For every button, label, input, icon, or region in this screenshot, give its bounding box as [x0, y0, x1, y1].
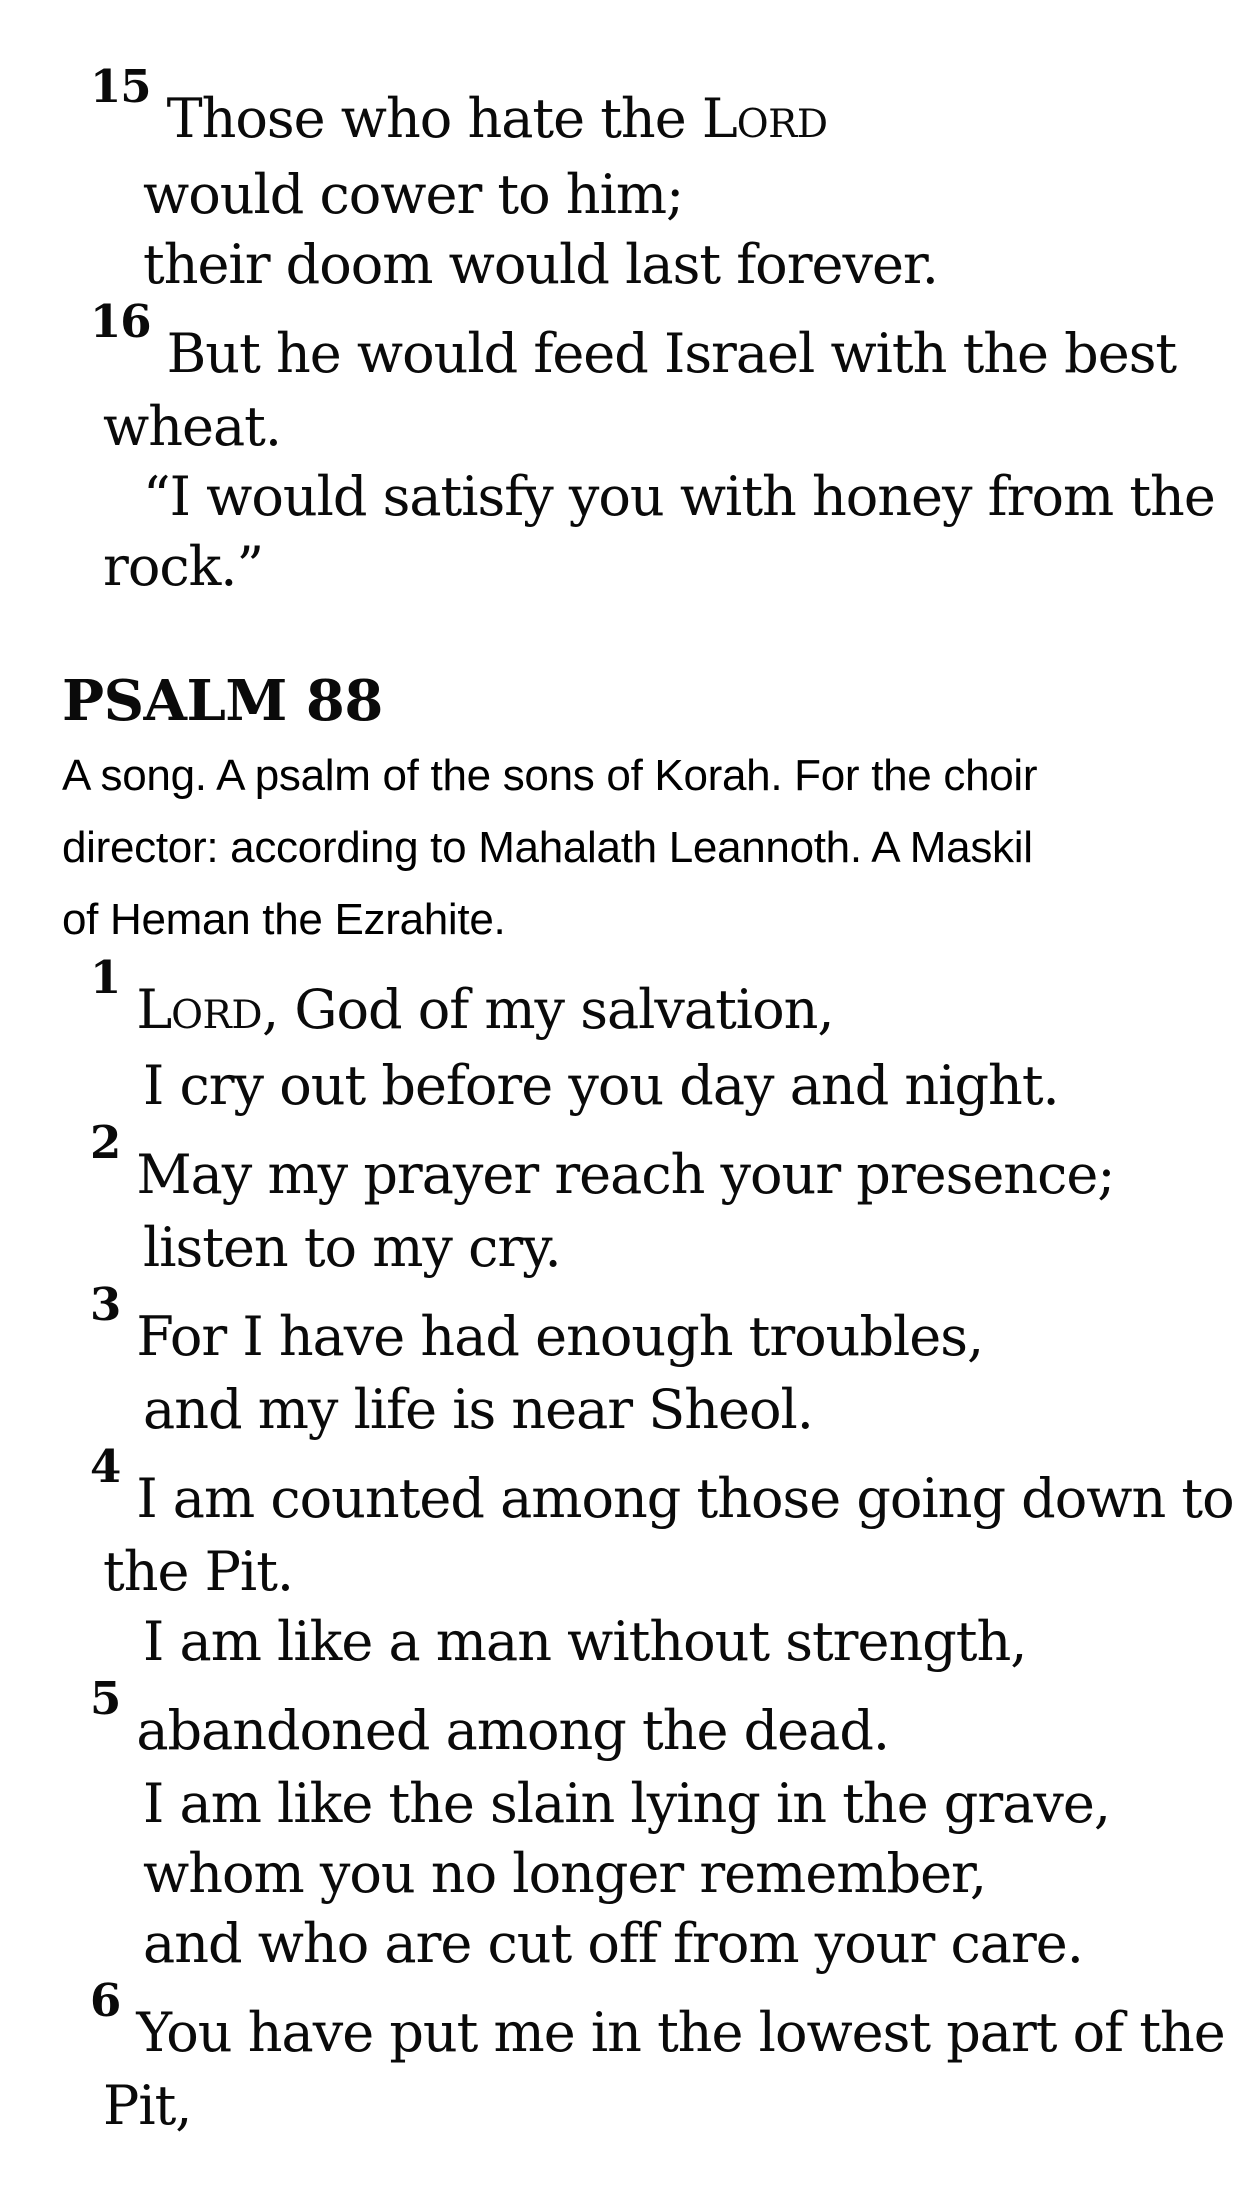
poetry-line	[62, 1909, 1206, 1979]
text-segment: of Heman the Ezrahite.	[62, 895, 506, 944]
verse-line-start	[62, 1278, 1206, 1375]
text-segment: But he would feed Israel with the best	[166, 322, 1177, 385]
wrapped-line	[62, 1537, 1206, 1607]
verse-number: 5	[90, 1672, 121, 1725]
text-segment: PSALM 88	[62, 668, 383, 734]
verse-number: 6	[90, 1974, 121, 2027]
verse-number: 16	[90, 295, 151, 348]
superscription-line	[62, 740, 1206, 812]
text-segment: abandoned among the dead.	[136, 1699, 890, 1762]
poetry-line	[62, 1839, 1206, 1909]
text-segment: Those who hate the	[166, 87, 702, 150]
verse-line-start	[62, 60, 1206, 160]
text-segment: I am like the slain lying in the grave,	[143, 1772, 1111, 1835]
text-segment: I am counted among those going down to	[136, 1467, 1234, 1530]
verse-line-start	[62, 1974, 1225, 2071]
text-segment: and my life is near Sheol.	[143, 1378, 813, 1441]
verse-line-start	[62, 1116, 1206, 1213]
poetry-line	[62, 1213, 1206, 1283]
text-segment: May my prayer reach your presence;	[136, 1143, 1115, 1206]
poetry-line	[62, 230, 1206, 300]
divine-name-small-caps: ORD	[736, 102, 828, 147]
superscription-line	[62, 884, 1206, 956]
superscription-line	[62, 812, 1206, 884]
verse-line-start	[62, 295, 1206, 392]
text-segment: their doom would last forever.	[143, 233, 938, 296]
text-segment: A song. A psalm of the sons of Korah. For the choir	[62, 751, 1038, 800]
text-segment: whom you no longer remember,	[143, 1842, 987, 1905]
divine-name-initial: L	[136, 978, 172, 1041]
text-segment: For I have had enough troubles,	[136, 1305, 984, 1368]
verse-number: 1	[90, 951, 121, 1004]
divine-name	[136, 978, 262, 1041]
text-segment: , God of my salvation,	[261, 978, 834, 1041]
verse-line-start	[62, 1440, 1234, 1537]
poetry-line	[62, 1375, 1206, 1445]
text-segment: “I would satisfy you with honey from the	[143, 465, 1215, 528]
wrapped-line	[62, 2071, 1206, 2141]
divine-name	[702, 87, 828, 150]
wrapped-line	[62, 392, 1206, 462]
text-segment: would cower to him;	[143, 163, 684, 226]
poetry-line	[62, 1051, 1206, 1121]
text-segment: I am like a man without strength,	[143, 1610, 1027, 1673]
verse-line-start	[62, 1672, 1206, 1769]
text-segment: and who are cut off from your care.	[143, 1912, 1083, 1975]
text-segment: I cry out before you day and night.	[143, 1054, 1059, 1117]
divine-name-small-caps: ORD	[171, 993, 262, 1038]
text-segment: the Pit.	[103, 1540, 294, 1603]
poetry-line	[62, 1769, 1206, 1839]
text-segment: Pit,	[103, 2074, 192, 2137]
divine-name-initial: L	[701, 87, 737, 150]
text-segment: director: according to Mahalath Leannoth. A Maskil	[62, 823, 1033, 872]
poetry-line	[62, 462, 1215, 532]
text-segment: You have put me in the lowest part of the	[136, 2001, 1225, 2064]
verse-number: 3	[90, 1278, 121, 1331]
wrapped-line	[62, 532, 1206, 602]
poetry-line	[62, 1607, 1206, 1677]
verse-line-start	[62, 951, 1206, 1051]
verse-number: 4	[90, 1440, 121, 1493]
text-segment: listen to my cry.	[143, 1216, 561, 1279]
psalm-heading	[62, 666, 1206, 736]
poetry-line	[62, 160, 1206, 230]
verse-number: 2	[90, 1116, 121, 1169]
text-segment: wheat.	[103, 395, 282, 458]
verse-number: 15	[90, 60, 151, 113]
text-segment: rock.”	[103, 535, 264, 598]
